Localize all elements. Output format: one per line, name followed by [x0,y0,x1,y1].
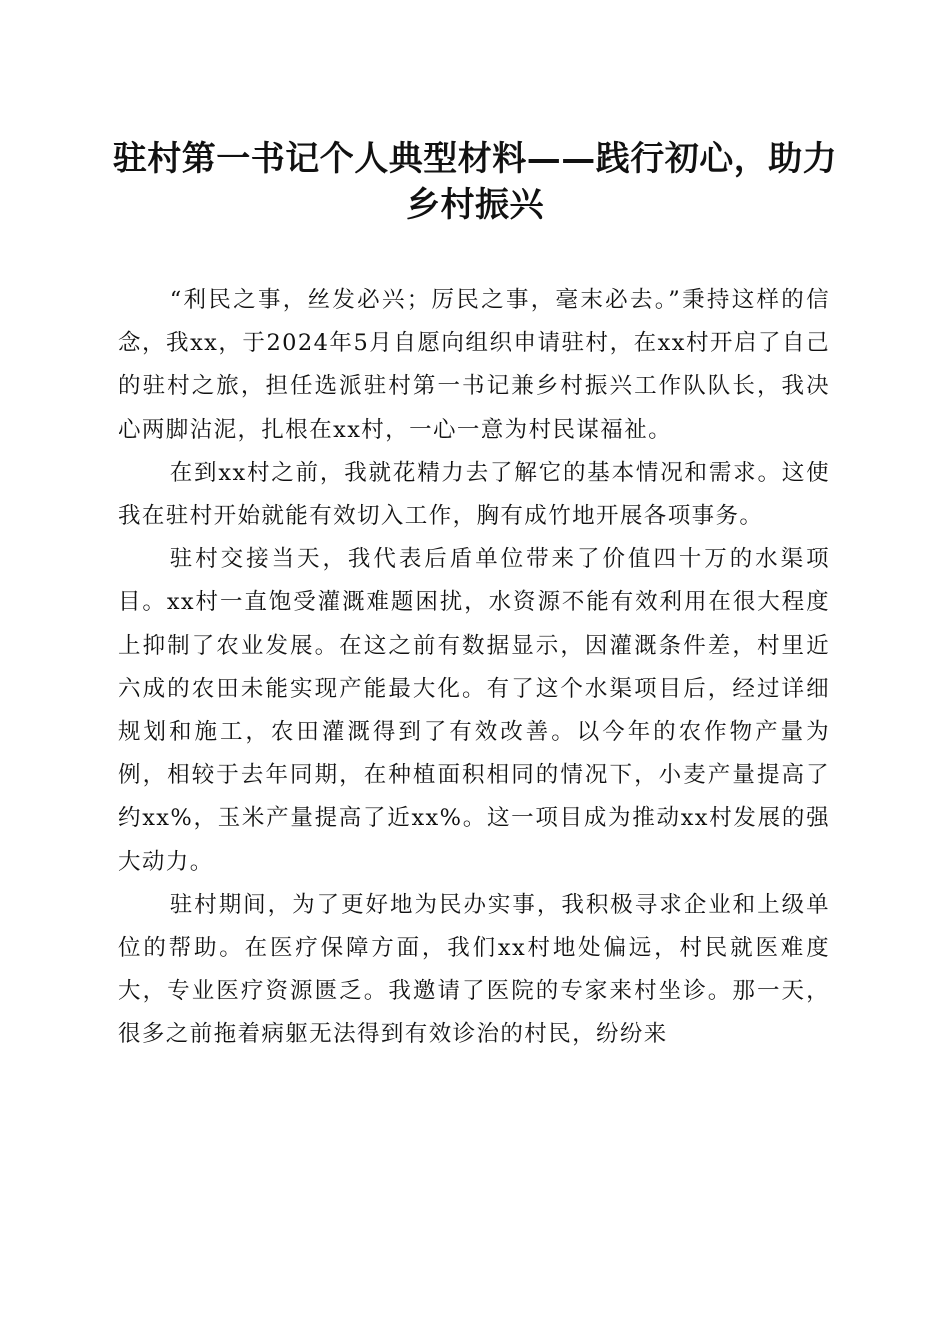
paragraph-4: 驻村期间，为了更好地为民办实事，我积极寻求企业和上级单位的帮助。在医疗保障方面，我们xx村地处偏远，村民就医难度大，专业医疗资源匮乏。我邀请了医院的专家来村坐诊。那一天，很多之前拖着病躯无法得到有效诊治的村民，纷纷来 [118,891,830,1048]
paragraph-1: “利民之事，丝发必兴；厉民之事，毫末必去。”秉持这样的信念，我xx，于2024年5月自愿向组织申请驻村，在xx村开启了自己的驻村之旅，担任选派驻村第一书记兼乡村振兴工作队队长，我决心两脚沾泥，扎根在xx村，一心一意为村民谋福祉。 [118,287,830,443]
document-body [118,279,830,1057]
document-title: 驻村第一书记个人典型材料——践行初心，助力乡村振兴 [112,139,838,225]
paragraph-3: 驻村交接当天，我代表后盾单位带来了价值四十万的水渠项目。xx村一直饱受灌溉难题困扰，水资源不能有效利用在很大程度上抑制了农业发展。在这之前有数据显示，因灌溉条件差，村里近六成的农田未能实现产能最大化。有了这个水渠项目后，经过详细规划和施工，农田灌溉得到了有效改善。以今年的农作物产量为例，相较于去年同期，在种植面积相同的情况下，小麦产量提高了约xx%，玉米产量提高了近xx%。这一项目成为推动xx村发展的强大动力。 [118,546,830,875]
paragraph-2: 在到xx村之前，我就花精力去了解它的基本情况和需求。这使我在驻村开始就能有效切入工作，胸有成竹地开展各项事务。 [118,459,830,530]
